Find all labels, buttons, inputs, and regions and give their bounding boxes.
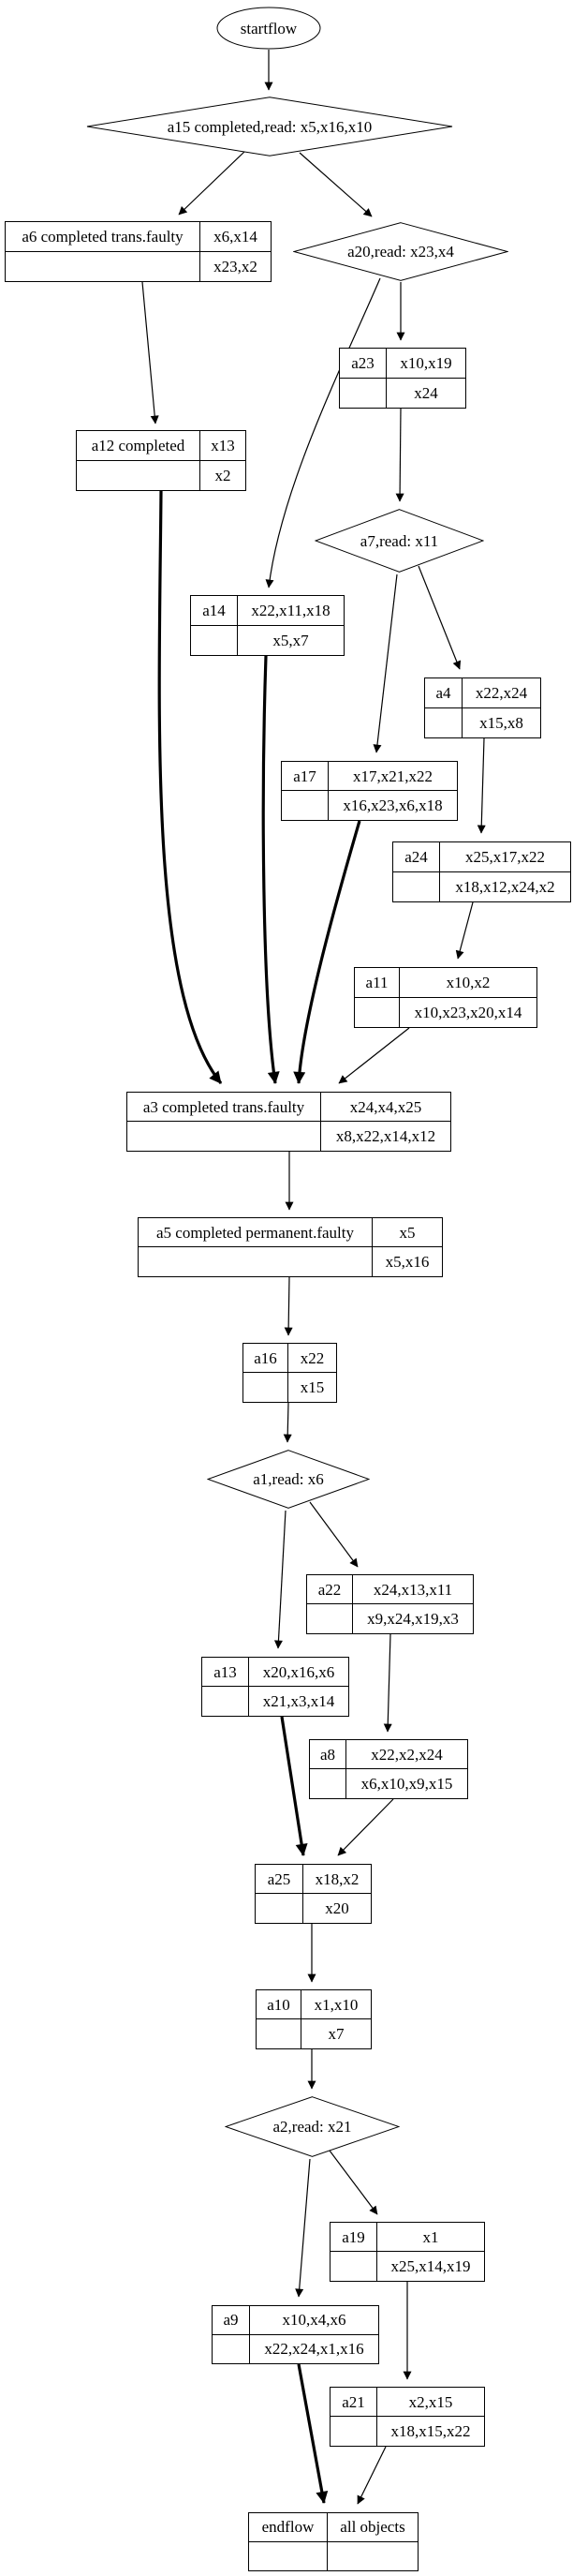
node-a17-blank — [282, 791, 329, 820]
node-a12-name: a12 completed — [77, 431, 200, 461]
node-a19-reads: x1 — [377, 2223, 484, 2252]
node-a13-blank — [202, 1687, 249, 1716]
edge-a21-endflow — [358, 2447, 386, 2504]
node-a3-blank — [127, 1122, 321, 1151]
node-a6 — [5, 221, 272, 282]
node-a19-writes: x25,x14,x19 — [390, 2257, 471, 2275]
node-a17-reads: x17,x21,x22 — [329, 762, 457, 791]
node-a10-blank — [257, 2019, 301, 2048]
edge-a23-a7 — [400, 409, 401, 501]
node-a16-reads: x22 — [288, 1344, 336, 1373]
node-a25-writes: x20 — [325, 1899, 349, 1917]
node-a13-name: a13 — [202, 1658, 249, 1687]
node-a20 — [293, 222, 508, 281]
node-a9-name: a9 — [213, 2306, 250, 2335]
node-a22-writes: x9,x24,x19,x3 — [367, 1610, 459, 1628]
node-a16-name: a16 — [243, 1344, 288, 1373]
node-a8 — [309, 1739, 468, 1799]
node-a10-writes: x7 — [328, 2025, 345, 2043]
node-a5-reads: x5 — [373, 1218, 442, 1247]
node-a21-name: a21 — [331, 2388, 377, 2417]
node-a16-writes: x15 — [300, 1378, 325, 1396]
node-a9-writes: x22,x24,x1,x16 — [264, 2340, 364, 2359]
node-a13-reads: x20,x16,x6 — [249, 1658, 348, 1687]
node-a14-blank — [191, 626, 238, 656]
node-a12-reads: x13 — [200, 431, 245, 461]
node-a15 — [86, 97, 453, 156]
node-a6-name: a6 completed trans.faulty — [6, 222, 200, 252]
node-a12 — [76, 430, 246, 491]
node-a11-writes: x10,x23,x20,x14 — [414, 1003, 522, 1021]
node-a8-name: a8 — [310, 1740, 346, 1769]
node-endflow-name: endflow — [249, 2513, 328, 2542]
node-a2-label: a2,read: x21 — [272, 2118, 352, 2136]
node-a21-reads: x2,x15 — [377, 2388, 484, 2417]
node-a14 — [190, 595, 345, 656]
node-a3-reads: x24,x4,x25 — [321, 1093, 450, 1122]
node-a11-name: a11 — [355, 968, 400, 998]
node-startflow-label: startflow — [240, 19, 298, 37]
node-a25-reads: x18,x2 — [303, 1865, 371, 1894]
edge-a1-a13 — [278, 1511, 286, 1648]
edge-a14-a3 — [263, 656, 275, 1083]
node-a23 — [339, 348, 466, 409]
node-startflow — [216, 7, 321, 50]
node-a14-writes: x5,x7 — [272, 631, 309, 649]
node-a22-name: a22 — [307, 1575, 353, 1604]
node-a14-name: a14 — [191, 596, 238, 626]
node-a7 — [315, 509, 484, 573]
node-a25-blank — [256, 1894, 303, 1923]
node-a11 — [354, 967, 537, 1028]
node-a5 — [138, 1217, 443, 1277]
edge-a9-endflow — [299, 2364, 324, 2503]
edge-a17-a3 — [299, 821, 360, 1083]
node-a23-writes: x24 — [414, 383, 438, 402]
node-a4-blank — [425, 708, 463, 738]
edge-a7-a17 — [376, 574, 397, 752]
edge-a16-a1 — [287, 1403, 288, 1442]
node-a16 — [242, 1343, 337, 1403]
node-a13-writes: x21,x3,x14 — [262, 1692, 335, 1710]
node-a4-name: a4 — [425, 678, 463, 708]
node-a2 — [225, 2096, 400, 2157]
edge-a15-a6 — [179, 151, 245, 215]
node-a6-writes: x23,x2 — [213, 257, 257, 275]
node-a25-name: a25 — [256, 1865, 303, 1894]
edge-a24-a11 — [458, 902, 473, 959]
node-a5-blank — [139, 1247, 373, 1276]
node-a14-reads: x22,x11,x18 — [238, 596, 344, 626]
node-endflow-reads: all objects — [328, 2513, 418, 2542]
node-a4-writes: x15,x8 — [479, 713, 523, 732]
node-a17 — [281, 761, 458, 821]
node-a15-label: a15 completed,read: x5,x16,x10 — [167, 117, 373, 136]
node-endflow-blank — [249, 2542, 328, 2571]
node-a3 — [126, 1092, 451, 1152]
node-a10-name: a10 — [257, 1990, 301, 2019]
node-a7-label: a7,read: x11 — [360, 531, 439, 550]
node-a3-writes: x8,x22,x14,x12 — [335, 1127, 436, 1145]
node-a22-reads: x24,x13,x11 — [353, 1575, 473, 1604]
edge-a4-a24 — [481, 738, 484, 833]
node-a21 — [330, 2387, 485, 2447]
node-a24 — [392, 841, 571, 902]
node-a10 — [256, 1989, 372, 2049]
node-a12-blank — [77, 461, 200, 491]
node-a5-writes: x5,x16 — [385, 1253, 430, 1271]
node-a9-reads: x10,x4,x6 — [250, 2306, 378, 2335]
edge-a12-a3 — [159, 491, 221, 1083]
edge-a13-a25 — [282, 1717, 303, 1855]
node-a21-blank — [331, 2417, 377, 2446]
node-a20-label: a20,read: x23,x4 — [347, 243, 454, 261]
node-a17-name: a17 — [282, 762, 329, 791]
node-a24-reads: x25,x17,x22 — [440, 842, 570, 872]
node-a23-name: a23 — [340, 349, 387, 379]
edge-a6-a12 — [142, 282, 155, 424]
node-a19-name: a19 — [331, 2223, 377, 2252]
node-endflow-writes — [328, 2542, 418, 2571]
node-a1-label: a1,read: x6 — [253, 1470, 324, 1488]
node-a9 — [212, 2305, 379, 2364]
node-a25 — [255, 1864, 372, 1924]
node-a8-reads: x22,x2,x24 — [346, 1740, 467, 1769]
node-a19-blank — [331, 2252, 377, 2281]
node-a24-blank — [393, 872, 440, 902]
node-a23-reads: x10,x19 — [387, 349, 465, 379]
node-a1 — [207, 1450, 370, 1509]
edge-a5-a16 — [288, 1277, 289, 1335]
edge-a11-a3 — [339, 1028, 409, 1083]
edge-a22-a8 — [388, 1634, 390, 1732]
node-a23-blank — [340, 379, 387, 409]
node-a13 — [201, 1657, 349, 1717]
node-a17-writes: x16,x23,x6,x18 — [343, 797, 443, 814]
node-a3-name: a3 completed trans.faulty — [127, 1093, 321, 1122]
node-a16-blank — [243, 1373, 288, 1402]
node-endflow — [248, 2512, 419, 2571]
node-a11-reads: x10,x2 — [400, 968, 536, 998]
node-a24-name: a24 — [393, 842, 440, 872]
node-a4 — [424, 678, 541, 738]
node-a22-blank — [307, 1604, 353, 1633]
node-a11-blank — [355, 998, 400, 1028]
node-a19 — [330, 2222, 485, 2282]
node-a9-blank — [213, 2335, 250, 2364]
edge-a8-a25 — [338, 1799, 393, 1855]
node-a12-writes: x2 — [214, 466, 231, 484]
node-a6-reads: x6,x14 — [200, 222, 271, 252]
edge-a15-a20 — [300, 153, 372, 216]
node-a22 — [306, 1574, 474, 1634]
node-a8-writes: x6,x10,x9,x15 — [360, 1775, 453, 1793]
edge-a2-a9 — [299, 2159, 310, 2297]
node-a10-reads: x1,x10 — [301, 1990, 371, 2019]
edge-a1-a22 — [310, 1502, 358, 1567]
node-a4-reads: x22,x24 — [463, 678, 540, 708]
edge-a2-a19 — [330, 2151, 377, 2214]
node-a8-blank — [310, 1769, 346, 1798]
edge-a7-a4 — [419, 566, 460, 669]
node-a21-writes: x18,x15,x22 — [390, 2422, 471, 2440]
node-a5-name: a5 completed permanent.faulty — [139, 1218, 373, 1247]
node-a24-writes: x18,x12,x24,x2 — [455, 877, 555, 896]
node-a6-blank — [6, 252, 200, 282]
